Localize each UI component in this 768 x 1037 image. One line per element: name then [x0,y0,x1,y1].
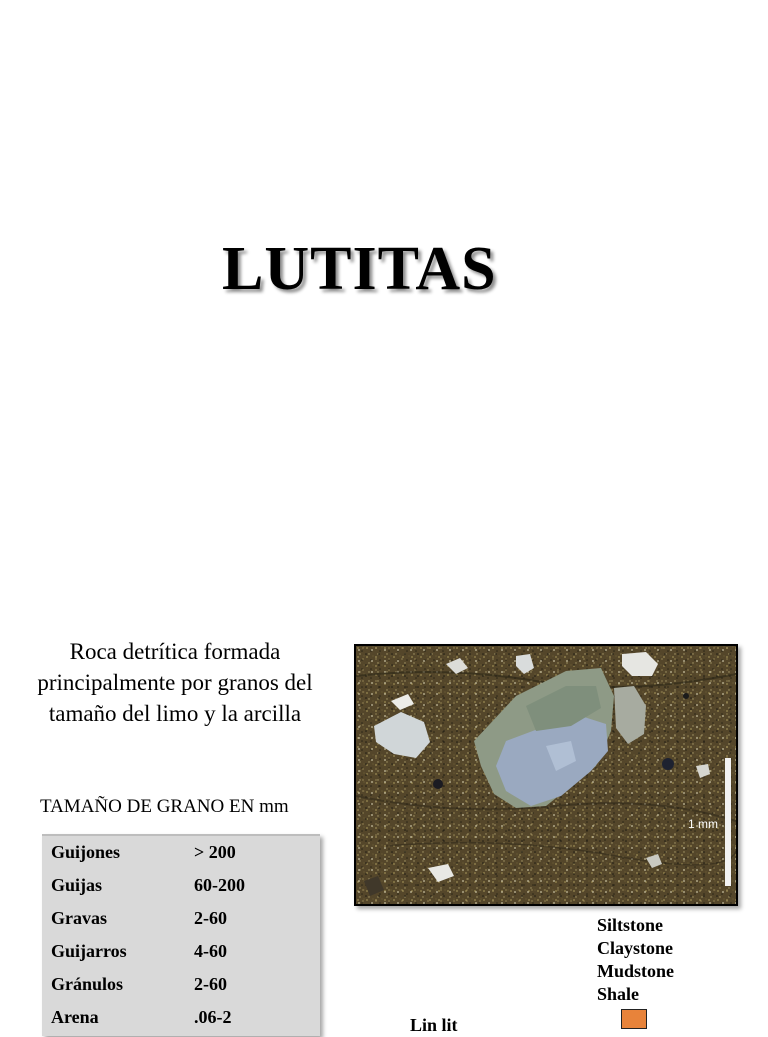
thin-section-photo [354,644,738,906]
grain-size-table [42,834,320,1036]
page-title: LUTITAS [222,235,497,303]
grain-size: 2-60 [194,974,227,994]
table-row [42,1001,320,1034]
grain-size: 4-60 [194,941,227,961]
scale-label: 1 mm [688,817,718,831]
grain-name: Guijarros [51,941,127,961]
grain-name: Arena [51,1007,99,1027]
table-row [42,935,320,968]
scale-bar [725,758,731,886]
table-row [42,968,320,1001]
rock-type-mudstone: Mudstone [597,961,675,981]
rock-type-claystone: Claystone [597,938,673,958]
color-swatch [621,1009,647,1029]
table-row [42,869,320,902]
micrograph-image [356,646,736,904]
rock-type-list [597,914,674,1006]
grain-name: Gravas [51,908,107,928]
table-row [42,902,320,935]
rock-description: Roca detrítica formada principalmente por granos del tamaño del limo y la arcilla [37,639,313,726]
rock-type-shale: Shale [597,984,640,1004]
grain-size: 60-200 [194,875,245,895]
grain-name: Guijones [51,842,121,862]
grain-size: > 200 [194,842,236,862]
grain-name: Guijas [51,875,103,895]
cut-off-label: Lin lit [410,1015,458,1035]
grain-size: 2-60 [194,908,227,928]
grain-size-heading: TAMAÑO DE GRANO EN mm [40,796,289,817]
rock-type-siltstone: Siltstone [597,915,664,935]
grain-name: Gránulos [51,974,124,994]
table-row [42,836,320,869]
grain-size: .06-2 [194,1007,232,1027]
